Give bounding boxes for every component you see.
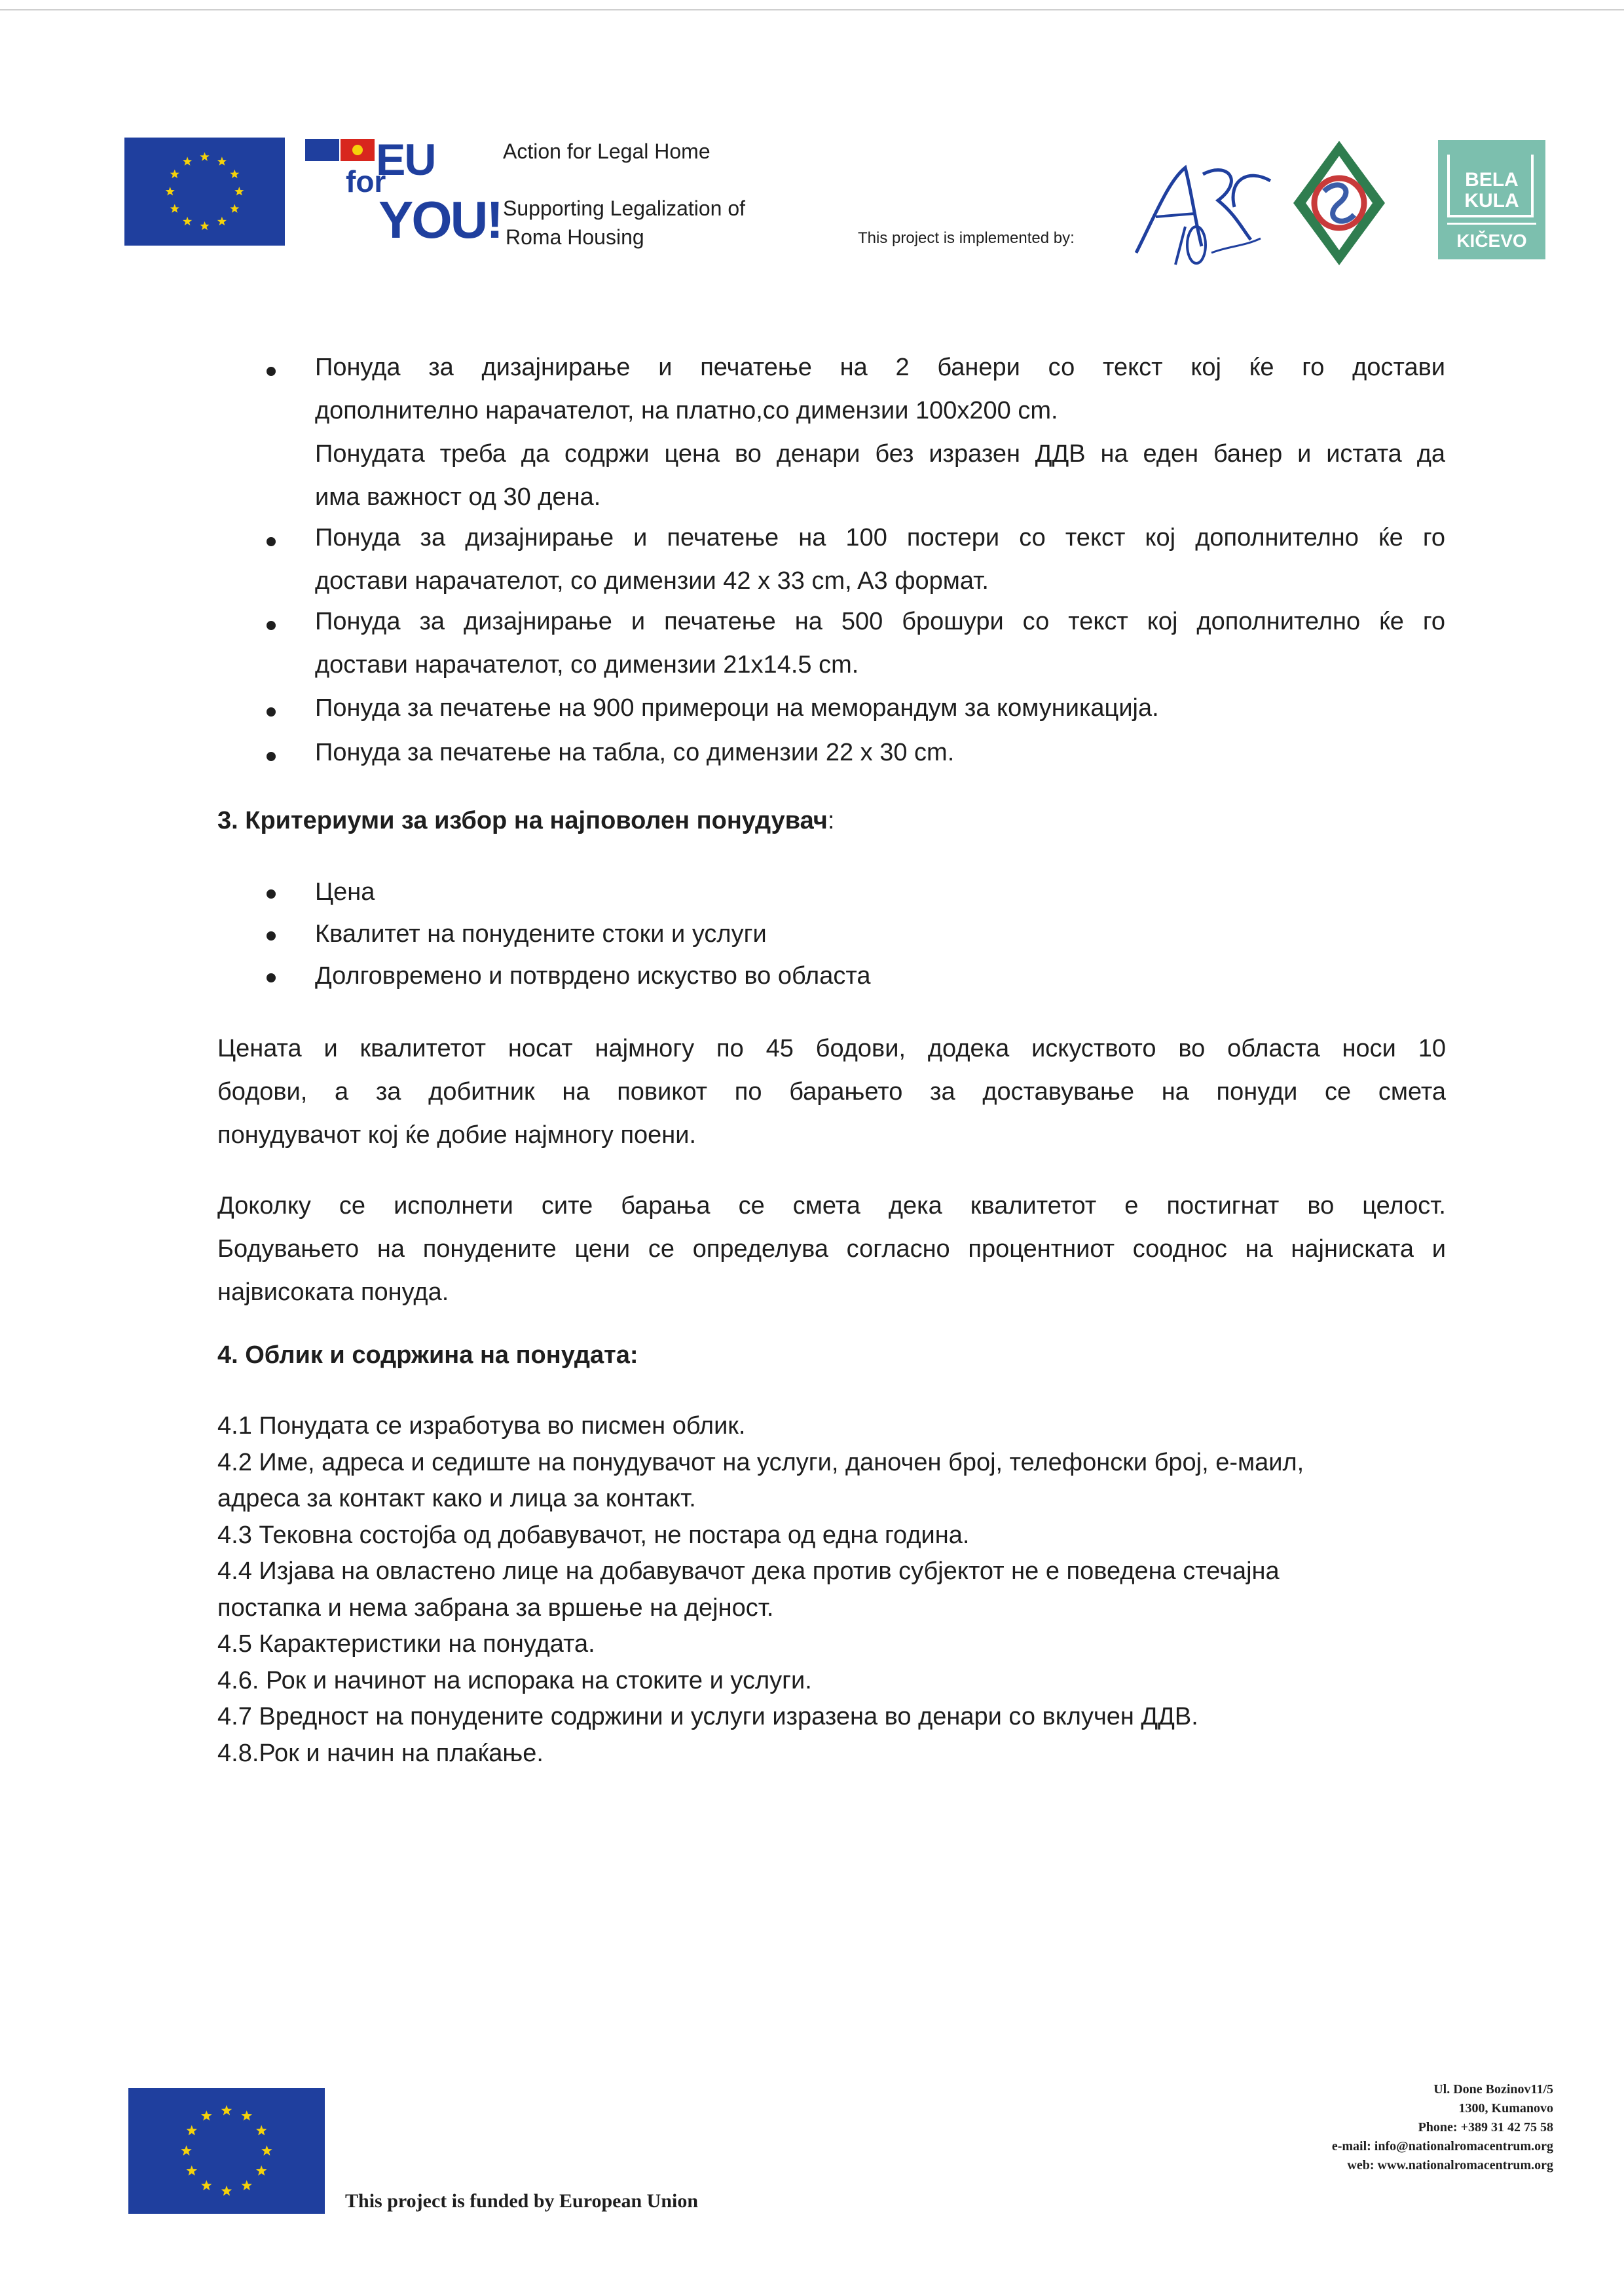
paragraph-line: Цената и квалитетот носат најмногу по 45 бодови, додека искуството во областа носи 10 — [217, 1035, 1446, 1062]
eu-star-icon — [183, 217, 192, 225]
bullet-icon — [267, 889, 276, 899]
eu-star-icon — [201, 2180, 212, 2191]
mini-mk-flag-icon — [341, 139, 375, 161]
paragraph-line: Бодувањето на понудените цени се определува согласно процентниот сооднос на најниската и — [217, 1235, 1446, 1263]
bullet-icon — [267, 707, 276, 717]
eu-star-icon — [234, 187, 244, 195]
offer-line: Понуда за дизајнирање и печатење на 2 банери со текст кој ќе го достави — [315, 354, 1445, 381]
offer-item-banners — [267, 346, 1445, 520]
eu-star-icon — [256, 2165, 267, 2176]
quality-paragraph — [217, 1184, 1446, 1314]
eu-star-icon — [170, 170, 179, 178]
eu-star-icon — [201, 2110, 212, 2121]
contact-address-block — [1332, 2080, 1553, 2175]
bullet-icon — [267, 621, 276, 630]
bullet-icon — [267, 537, 276, 546]
funded-by-eu-label: This project is funded by European Union — [345, 2190, 699, 2212]
offer-line: Понуда за печатење на 900 примероци на меморандум за комуникација. — [315, 694, 1159, 722]
eu-star-icon — [256, 2125, 267, 2136]
address-street: Ul. Done Bozinov11/5 — [1433, 2082, 1553, 2097]
bela-kula-divider — [1447, 223, 1536, 225]
mini-eu-flag-icon — [305, 139, 339, 161]
address-city: 1300, Kumanovo — [1458, 2101, 1553, 2116]
paragraph-line: бодови, а за добитник на повикот по барањето за доставување на понуди се смета — [217, 1078, 1446, 1106]
scan-edge-line — [0, 9, 1624, 10]
section-3-heading — [217, 807, 834, 835]
criteria-item — [267, 874, 1445, 917]
eu-star-icon — [261, 2145, 272, 2155]
paragraph-line: Доколку се исполнети сите барања се смета дека квалитетот е постигнат во целост. — [217, 1192, 1446, 1220]
offer-line: има важност од 30 дена. — [315, 483, 601, 511]
offer-line: достави нарачателот, со димензии 21x14.5 cm. — [315, 651, 859, 679]
list-item: адреса за контакт како и лица за контакт. — [217, 1485, 696, 1512]
eu-stars-icon — [124, 138, 285, 246]
eu-star-icon — [230, 170, 239, 178]
eu-star-icon — [166, 187, 175, 195]
offer-line: достави нарачателот, со димензии 42 x 33 cm, A3 формат. — [315, 567, 989, 595]
address-phone: Phone: +389 31 42 75 58 — [1418, 2120, 1553, 2135]
offer-item-board — [267, 731, 1445, 774]
eu-star-icon — [170, 204, 179, 213]
list-item: 4.1 Понудата се изработува во писмен облик. — [217, 1412, 746, 1440]
eu-for-you-logo — [305, 135, 502, 249]
list-item: 4.8.Рок и начин на плаќање. — [217, 1739, 544, 1767]
offer-line: Понуда за дизајнирање и печатење на 100 постери со текст кој дополнително ќе го — [315, 524, 1445, 551]
criteria-text: Долговремено и потврдено искуство во областа — [315, 962, 871, 990]
bullet-icon — [267, 367, 276, 376]
offer-contents-list — [217, 1408, 1462, 1772]
offer-line: Понудата треба да содржи цена во денари без изразен ДДВ на еден банер и истата да — [315, 440, 1445, 468]
list-item: 4.7 Вредност на понудените содржини и услуги изразена во денари со вклучен ДДВ. — [217, 1703, 1198, 1730]
section-4-heading: 4. Облик и содржина на понудата: — [217, 1341, 638, 1369]
offer-item-brochures — [267, 600, 1445, 686]
eu-star-icon — [242, 2180, 252, 2191]
bullet-icon — [267, 973, 276, 982]
project-subtitle-line2: Roma Housing — [506, 225, 644, 249]
eu-star-icon — [221, 2186, 232, 2196]
eu-star-icon — [187, 2165, 197, 2176]
eu-flag-logo — [124, 138, 285, 246]
section-3-heading-colon: : — [827, 807, 835, 834]
eu-stars-icon — [128, 2088, 325, 2214]
bullet-icon — [267, 752, 276, 761]
bela-kula-line2: KULA — [1464, 190, 1519, 212]
logo-for-text: for — [346, 164, 386, 198]
list-item: 4.4 Изјава на овластено лице на добавувачот дека против субјектот не е поведена стечајна — [217, 1558, 1280, 1585]
address-web: web: www.nationalromacentrum.org — [1347, 2158, 1553, 2173]
bela-kula-logo — [1438, 140, 1545, 259]
list-item: 4.2 Име, адреса и седиште на понудувачот на услуги, даночен број, телефонски број, е-маил, — [217, 1448, 1304, 1476]
offer-line: Понуда за печатење на табла, со димензии 22 x 30 cm. — [315, 739, 955, 766]
bela-kula-line3: KIČEVO — [1456, 231, 1527, 251]
arc-10-years-logo — [1130, 155, 1274, 266]
list-item: 4.3 Тековна состојба од добавувачот, не постара од една година. — [217, 1521, 970, 1549]
paragraph-line: највисоката понуда. — [217, 1278, 449, 1306]
criteria-item — [267, 958, 1445, 1001]
eu-star-icon — [230, 204, 239, 213]
eu-flag-footer-logo — [128, 2088, 325, 2214]
criteria-text: Цена — [315, 878, 375, 906]
list-item: 4.6. Рок и начинот на испорака на стоките и услуги. — [217, 1666, 812, 1694]
eu-star-icon — [242, 2110, 252, 2121]
eu-star-icon — [181, 2145, 192, 2155]
eu-star-icon — [200, 221, 209, 230]
address-email: e-mail: info@nationalromacentrum.org — [1331, 2139, 1553, 2154]
offer-item-posters — [267, 516, 1445, 603]
eu-star-icon — [217, 157, 227, 166]
eu-star-icon — [187, 2125, 197, 2136]
bullet-icon — [267, 931, 276, 941]
bela-kula-line1: BELA — [1465, 169, 1519, 191]
offer-line: дополнително нарачателот, на платно,со димензии 100x200 cm. — [315, 397, 1058, 424]
criteria-item — [267, 916, 1445, 959]
logo-eu-text: EU — [376, 135, 435, 185]
eu-star-icon — [200, 152, 209, 160]
eu-star-icon — [221, 2105, 232, 2116]
eu-star-icon — [217, 217, 227, 225]
project-subtitle-line1: Supporting Legalization of — [503, 196, 746, 220]
implemented-by-label: This project is implemented by: — [858, 229, 1075, 247]
scoring-paragraph — [217, 1027, 1446, 1157]
criteria-text: Квалитет на понудените стоки и услуги — [315, 920, 767, 948]
section-3-heading-text: 3. Критериуми за избор на најповолен понудувач — [217, 807, 828, 834]
offer-item-memorandum — [267, 686, 1445, 730]
paragraph-line: понудувачот кој ќе добие најмногу поени. — [217, 1121, 697, 1149]
eu-star-icon — [183, 157, 192, 166]
roma-centrum-snake-logo — [1290, 138, 1388, 269]
project-title: Action for Legal Home — [503, 140, 710, 163]
list-item: 4.5 Карактеристики на понудата. — [217, 1630, 595, 1658]
offer-line: Понуда за дизајнирање и печатење на 500 брошури со текст кој дополнително ќе го — [315, 608, 1445, 635]
list-item: постапка и нема забрана за вршење на дејност. — [217, 1594, 774, 1622]
logo-you-text: YOU! — [378, 191, 502, 249]
